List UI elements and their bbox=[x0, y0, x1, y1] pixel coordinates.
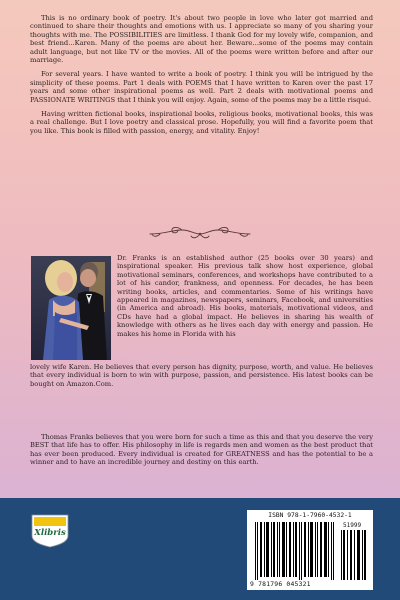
flourish-divider-icon bbox=[0, 221, 400, 245]
author-bio-continued: lovely wife Karen. He believes that every person has dignity, purpose, worth, and value. He believes that every individual is born to win with purpose, passion, and persistence. His latest books can be bought on Amazon.Com. bbox=[30, 363, 373, 388]
xlibris-logo bbox=[29, 512, 71, 548]
ean-digits: 9 781796 045321 bbox=[250, 580, 311, 588]
svg-text:Xlibris: Xlibris bbox=[34, 528, 66, 538]
isbn-text: ISBN 978-1-7960-4532-1 bbox=[268, 512, 352, 519]
author-bio: Dr. Franks is an established author (25 books over 30 years) and inspirational speaker. His previous talk show host experience, global motivational seminars, conferences, and workshops have contributed to a lot of his candor, frankness, and openness. For decades, he has been writing books, articles, and commentaries. Some of his writings have appeared in magazines, newspapers, seminars, Facebook, and universities (in America and abroad). His books, materials, motivational videos, and CDs have had a global impact. He believes in sharing his wealth of knowledge with others as he lives each day with energy and passion. He makes his home in Florida with his bbox=[117, 254, 373, 338]
intro-text bbox=[30, 14, 373, 141]
barcode-icon bbox=[253, 522, 367, 580]
intro-paragraph: This is no ordinary book of poetry. It's about two people in love who later got married and continued to share their thoughts and emotions with us. I appreciate so many of you sharing your thoughts with me. The POSSIBILITIES are limitless. I thank God for my lovely wife, companion, and best friend...Karen. Many of the poems are about her. Beware…some of the poems may contain adult language, but not like TV or the movies. All of the poems were written before and after our marriage. bbox=[30, 14, 373, 65]
intro-paragraph: For several years. I have wanted to write a book of poetry. I think you will be intrigued by the simplicity of these poems. Part 1 deals with POEMS that I have written to Karen over the past 17 years and some other inspirational poems as well. Part 2 deals with motivational poems and PASSIONATE WRITINGS that I think you will enjoy. Again, some of the poems may be a little risqué. bbox=[30, 70, 373, 104]
intro-paragraph: Having written fictional books, inspirational books, religious books, motivational books, this was a real challenge. But I love poetry and classical prose. Hopefully, you will find a favorite poem that you like. This book is filled with passion, energy, and vitality. Enjoy! bbox=[30, 110, 373, 135]
closing-paragraph: Thomas Franks believes that you were born for such a time as this and that you deserve the very BEST that life has to offer. His philosophy in life is regards men and women as the best product that has ever been produced. Every individual is created for GREATNESS and has the potential to be a winner and to have an incredible journey and destiny on this earth. bbox=[30, 433, 373, 467]
barcode-label bbox=[247, 510, 373, 590]
author-couple-photo bbox=[31, 256, 111, 360]
price-code: 51999 bbox=[343, 522, 362, 529]
